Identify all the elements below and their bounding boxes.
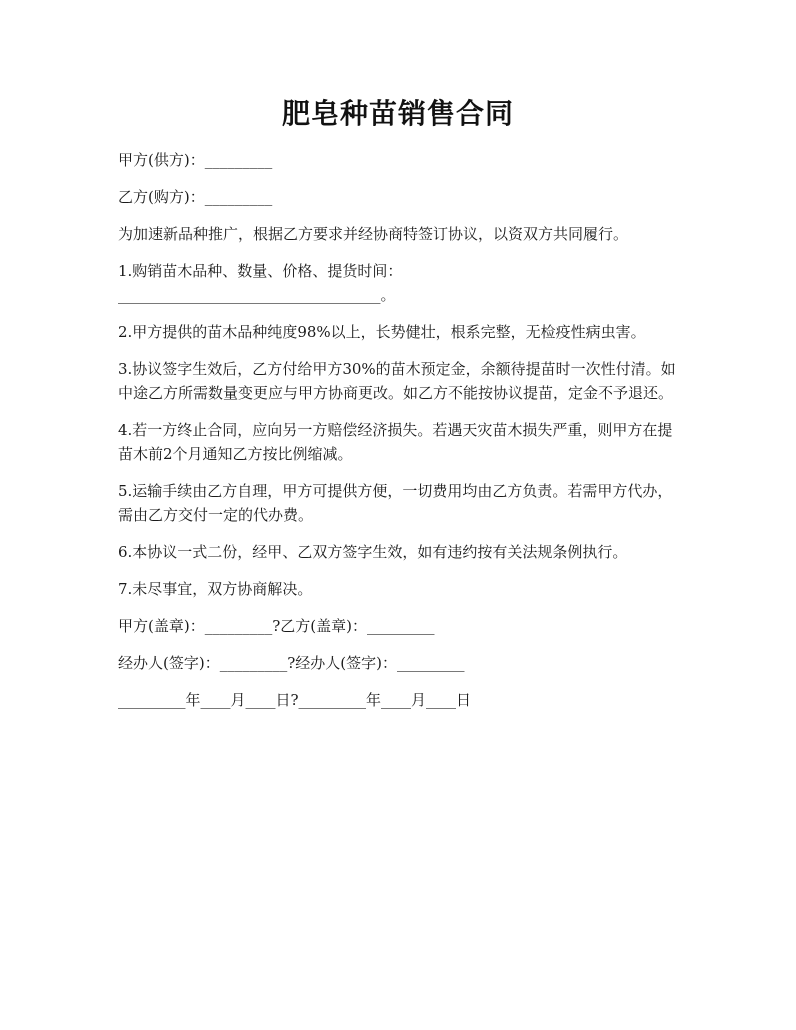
date-line: _________年____月____日?_________年____月____日 bbox=[118, 691, 472, 709]
clause-5: 5.运输手续由乙方自理，甲方可提供方便，一切费用均由乙方负责。若需甲方代办，需由乙方交付一定的代办费。 bbox=[118, 482, 673, 524]
clause-1: 1.购销苗木品种、数量、价格、提货时间： ___________________________________。 bbox=[118, 262, 403, 304]
document-title: 肥皂种苗销售合同 bbox=[281, 97, 514, 130]
document-body bbox=[118, 148, 684, 725]
clause-3: 3.协议签字生效后，乙方付给甲方30%的苗木预定金，余额待提苗时一次性付清。如中途乙方所需数量变更应与甲方协商更改。如乙方不能按协议提苗，定金不予退还。 bbox=[118, 360, 676, 402]
clause-2: 2.甲方提供的苗木品种纯度98%以上，长势健壮，根系完整，无检疫性病虫害。 bbox=[118, 323, 646, 341]
intro-paragraph: 为加速新品种推广，根据乙方要求并经协商特签订协议，以资双方共同履行。 bbox=[118, 225, 629, 243]
seal-line: 甲方(盖章)：_________?乙方(盖章)：_________ bbox=[118, 617, 435, 635]
clause-6: 6.本协议一式二份，经甲、乙双方签字生效，如有违约按有关法规条例执行。 bbox=[118, 543, 628, 561]
party-a-line: 甲方(供方)：_________ bbox=[118, 151, 273, 169]
clause-4: 4.若一方终止合同，应向另一方赔偿经济损失。若遇天灾苗木损失严重，则甲方在提苗木前2个月通知乙方按比例缩减。 bbox=[118, 421, 673, 463]
clause-7: 7.未尽事宜，双方协商解决。 bbox=[118, 580, 313, 598]
signer-line: 经办人(签字)：_________?经办人(签字)：_________ bbox=[118, 654, 465, 672]
party-b-line: 乙方(购方)：_________ bbox=[118, 188, 273, 206]
